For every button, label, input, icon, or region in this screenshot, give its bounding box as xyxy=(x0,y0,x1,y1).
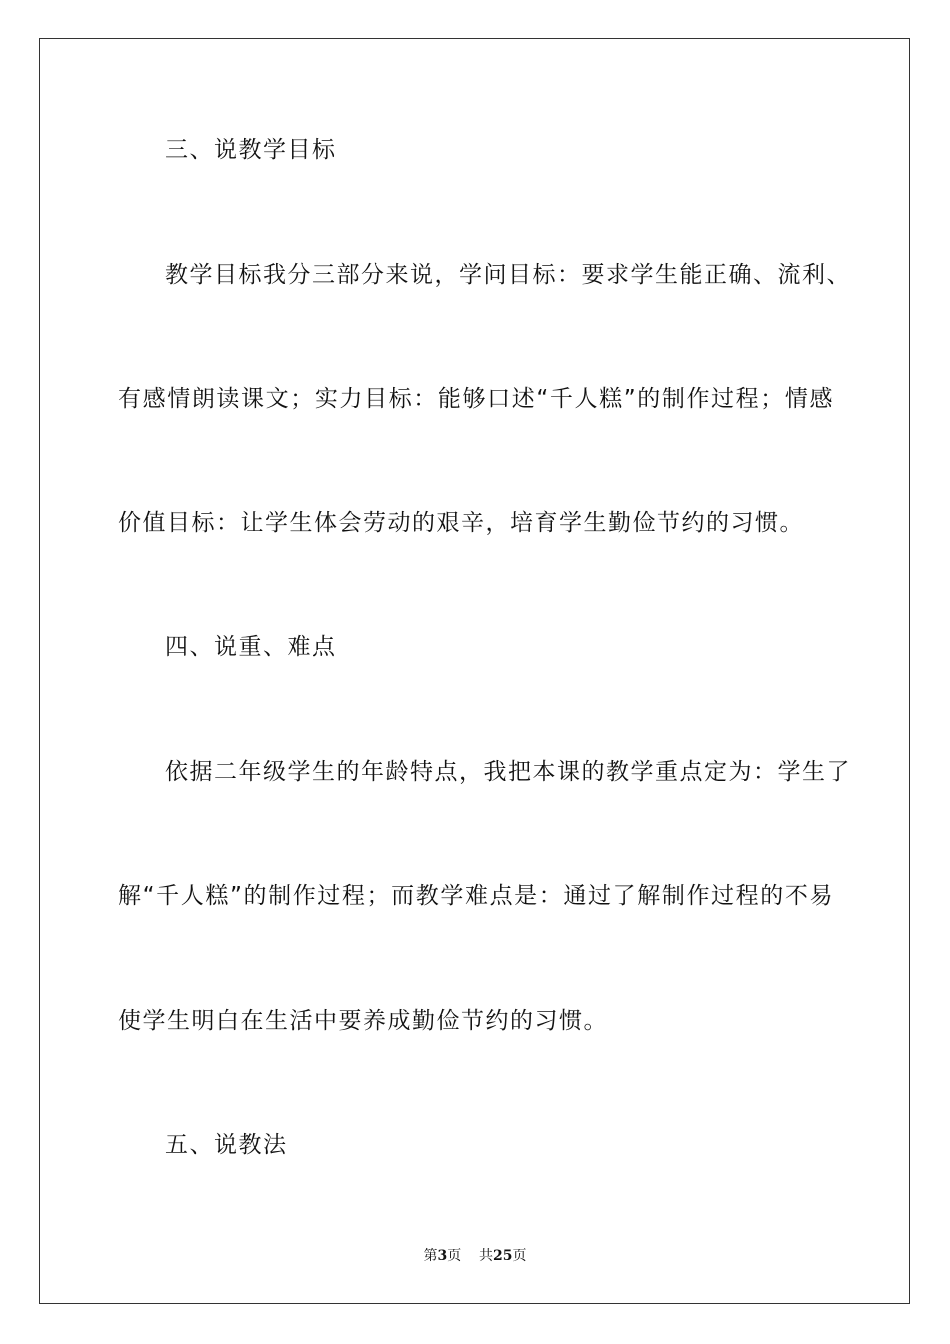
page-prefix: 第 xyxy=(423,1248,438,1264)
paragraph-line: 有感情朗读课文；实力目标：能够口述“千人糕”的制作过程；情感 xyxy=(118,386,834,412)
paragraph-line: 依据二年级学生的年龄特点，我把本课的教学重点定为：学生了 xyxy=(165,759,851,785)
page-suffix: 页 xyxy=(447,1248,462,1264)
paragraph-line: 使学生明白在生活中要养成勤俭节约的习惯。 xyxy=(118,1008,608,1034)
paragraph-line: 价值目标：让学生体会劳动的艰辛，培育学生勤俭节约的习惯。 xyxy=(118,510,804,536)
total-suffix: 页 xyxy=(512,1248,527,1264)
paragraph-line: 解“千人糕”的制作过程；而教学难点是：通过了解制作过程的不易 xyxy=(118,883,834,909)
section-heading-teaching-methods: 五、说教法 xyxy=(165,1132,288,1158)
total-pages: 25 xyxy=(493,1248,513,1264)
total-prefix: 共 xyxy=(479,1248,494,1264)
paragraph-line: 教学目标我分三部分来说，学问目标：要求学生能正确、流利、 xyxy=(165,262,851,288)
section-heading-key-points: 四、说重、难点 xyxy=(165,634,337,660)
page-border xyxy=(39,38,910,1304)
page-footer xyxy=(0,1247,950,1265)
page-number: 3 xyxy=(437,1248,448,1264)
section-heading-teaching-goals: 三、说教学目标 xyxy=(165,137,337,163)
